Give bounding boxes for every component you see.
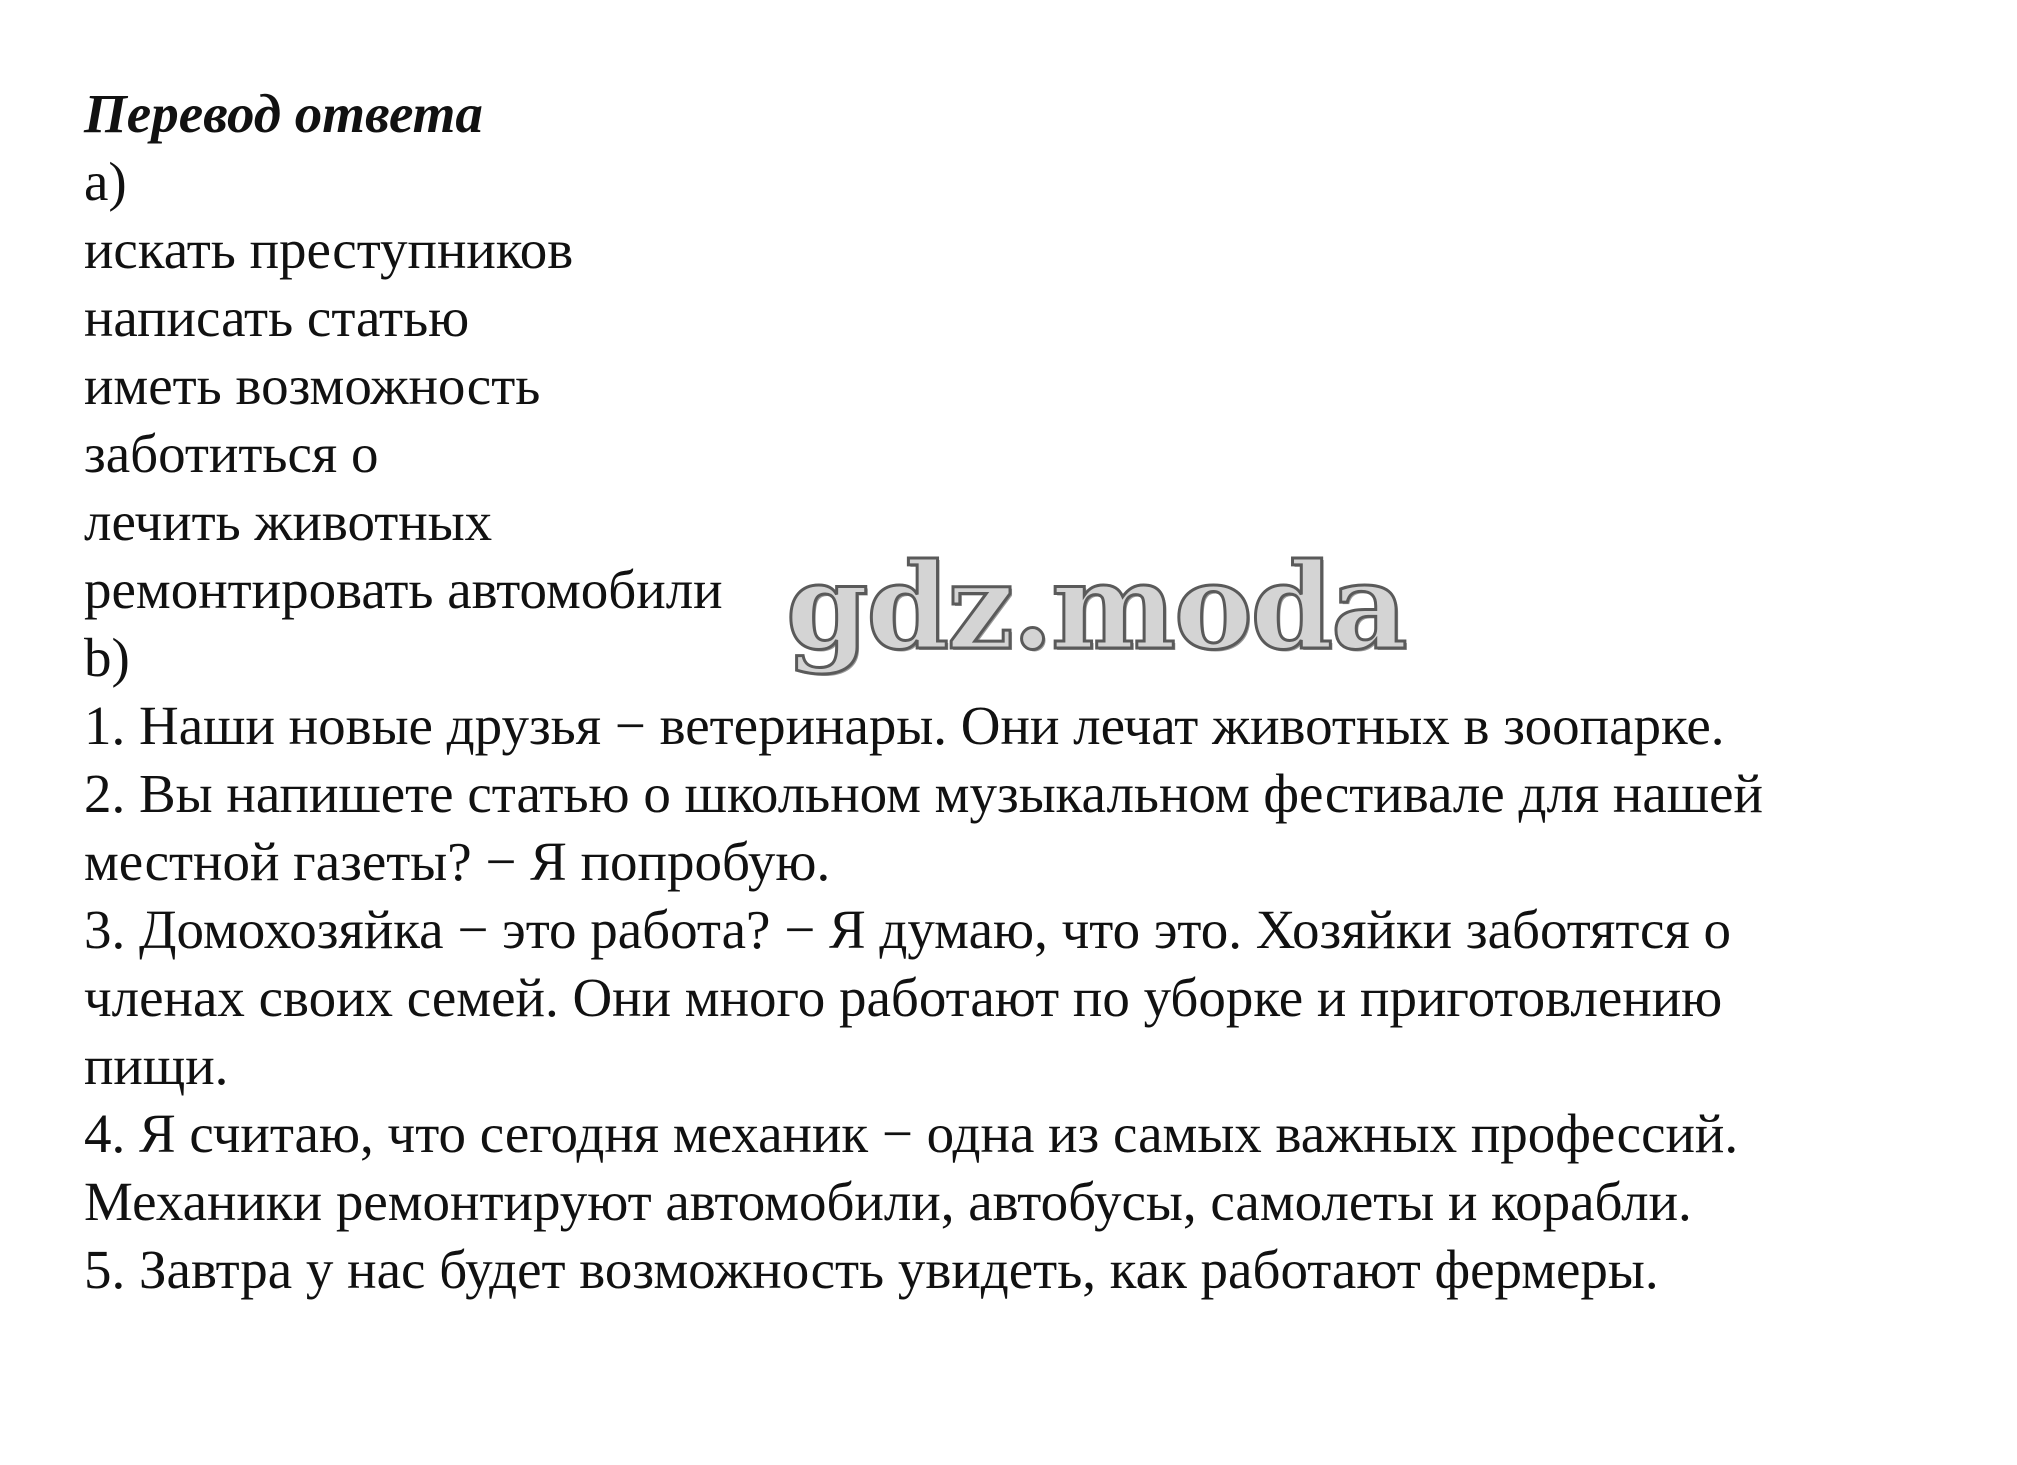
section-b-line: членах своих семей. Они много работают по уборке и приготовлению <box>84 967 1723 1028</box>
answer-title: Перевод ответа <box>84 83 483 144</box>
section-a-item: искать преступников <box>84 219 574 280</box>
watermark-logo: gdz.moda <box>786 537 1406 676</box>
section-a-item: написать статью <box>84 287 470 348</box>
section-a-item: иметь возможность <box>84 355 541 416</box>
section-b-line: 3. Домохозяйка − это работа? − Я думаю, что это. Хозяйки заботятся о <box>84 899 1732 960</box>
section-b-label: b) <box>84 627 130 688</box>
section-b-line: пищи. <box>84 1035 229 1096</box>
section-b-line: Механики ремонтируют автомобили, автобусы, самолеты и корабли. <box>84 1171 1692 1232</box>
section-b-line: 4. Я считаю, что сегодня механик − одна из самых важных профессий. <box>84 1103 1739 1164</box>
section-a-item: заботиться о <box>84 423 379 484</box>
section-b-line: 2. Вы напишете статью о школьном музыкальном фестивале для нашей <box>84 763 1763 824</box>
section-b-line: 1. Наши новые друзья − ветеринары. Они лечат животных в зоопарке. <box>84 695 1725 756</box>
section-b-line: местной газеты? − Я попробую. <box>84 831 831 892</box>
section-a-item: ремонтировать автомобили <box>84 559 723 620</box>
section-a-item: лечить животных <box>84 491 493 552</box>
section-b-line: 5. Завтра у нас будет возможность увидеть, как работают фермеры. <box>84 1239 1659 1300</box>
answer-content <box>84 80 1984 1304</box>
section-a-label: a) <box>84 151 127 212</box>
